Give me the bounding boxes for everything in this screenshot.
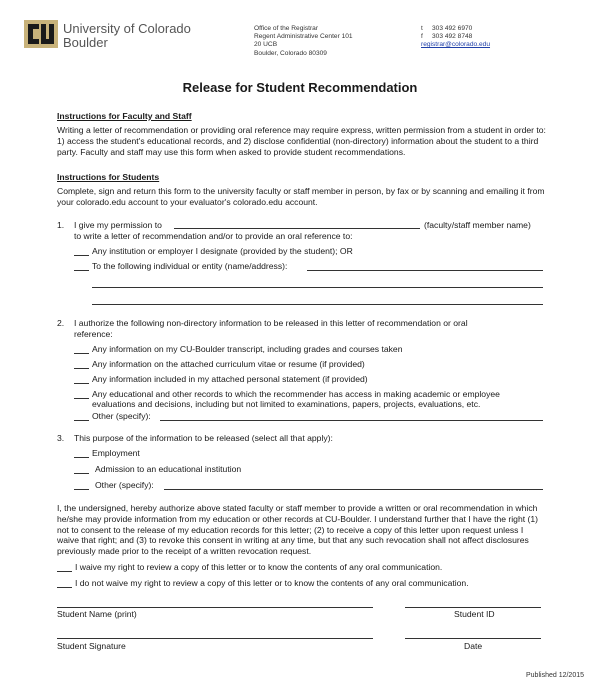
faculty-name-field[interactable] <box>174 228 420 229</box>
university-line1: University of Colorado <box>63 21 191 36</box>
registrar-address <box>254 25 353 58</box>
university-name <box>63 22 191 50</box>
item1-opt1: Any institution or employer I designate (provided by the student); OR <box>92 246 353 256</box>
item2-lead2: reference: <box>74 329 113 339</box>
item1-line2: to write a letter of recommendation and/or to provide an oral reference to: <box>74 231 353 241</box>
item1-lead: I give my permission to <box>74 220 162 230</box>
checkbox-records[interactable] <box>74 398 89 399</box>
address-line: Regent Administrative Center 101 <box>254 33 353 41</box>
checkbox-other-info[interactable] <box>74 420 89 421</box>
checkbox-cv[interactable] <box>74 368 89 369</box>
university-line2: Boulder <box>63 35 108 50</box>
phone-number: 303 492 6970 <box>432 25 473 32</box>
fax-number: 303 492 8748 <box>432 33 473 41</box>
item3-lead: This purpose of the information to be released (select all that apply): <box>74 433 333 443</box>
item1-opt2: To the following individual or entity (name/address): <box>92 261 288 271</box>
checkbox-employment[interactable] <box>74 457 89 458</box>
other-purpose-field[interactable] <box>164 489 543 490</box>
email-link[interactable]: registrar@colorado.edu <box>421 41 491 49</box>
student-id-field[interactable] <box>405 607 541 608</box>
item2-lead: I authorize the following non-directory information to be released in this letter of recommendation or oral <box>74 318 468 328</box>
student-heading: Instructions for Students <box>57 172 160 182</box>
item2-other: Other (specify): <box>92 411 151 421</box>
student-signature-field[interactable] <box>57 638 373 639</box>
checkbox-statement[interactable] <box>74 383 89 384</box>
student-id-label: Student ID <box>454 609 495 619</box>
cu-logo <box>24 20 58 48</box>
not-waive-text: I do not waive my right to review a copy of this letter or to know the contents of any oral communication. <box>75 578 469 588</box>
item3-opt: Employment <box>92 448 140 458</box>
other-info-field[interactable] <box>160 420 543 421</box>
item2-opt: Any educational and other records to which the recommender has access in making academic or employee <box>92 389 500 399</box>
checkbox-individual-entity[interactable] <box>74 270 89 271</box>
fax-label: f <box>421 33 423 41</box>
item-number: 2. <box>57 318 65 328</box>
address-line: Boulder, Colorado 80309 <box>254 49 327 57</box>
checkbox-waive[interactable] <box>57 571 72 572</box>
authorization-text: I, the undersigned, hereby authorize above stated faculty or staff member to provide a written or oral recommendation in which he/she may provide information from my education or other records at CU-Boulder. I understand further that I have the right (1) not to consent to the release of my education records for this letter; (2) to receive a copy of this letter upon request unless I waive that right; and (3) to revoke this consent in writing at any time, but that any such revocation shall not affect disclosures previously made prior to the receipt of a written revocation request. <box>57 503 539 557</box>
student-instructions: Complete, sign and return this form to the university faculty or staff member in person, by fax or by scanning and emailing it from your colorado.edu account to your evaluator's colorado.edu account. <box>57 186 545 207</box>
address-line: Office of the Registrar <box>254 25 319 32</box>
entity-name-field[interactable] <box>307 270 543 271</box>
item2-opt: Any information on the attached curriculum vitae or resume (if provided) <box>92 359 365 369</box>
item-number: 1. <box>57 220 65 230</box>
student-name-label: Student Name (print) <box>57 609 137 619</box>
phone-label: t <box>421 25 423 32</box>
item3-opt: Other (specify): <box>95 480 154 490</box>
item2-opt: Any information on my CU-Boulder transcript, including grades and courses taken <box>92 344 403 354</box>
item-number: 3. <box>57 433 65 443</box>
publication-date: Published 12/2015 <box>526 672 584 679</box>
student-signature-label: Student Signature <box>57 641 126 651</box>
checkbox-not-waive[interactable] <box>57 587 72 588</box>
student-name-field[interactable] <box>57 607 373 608</box>
entity-address-field[interactable] <box>92 304 543 305</box>
checkbox-admission[interactable] <box>74 473 89 474</box>
date-field[interactable] <box>405 638 541 639</box>
checkbox-transcript[interactable] <box>74 353 89 354</box>
checkbox-any-institution[interactable] <box>74 255 89 256</box>
checkbox-other-purpose[interactable] <box>74 489 89 490</box>
date-label: Date <box>464 641 483 651</box>
item1-after: (faculty/staff member name) <box>424 220 531 230</box>
address-line: 20 UCB <box>254 41 278 49</box>
faculty-instructions: Writing a letter of recommendation or providing oral reference may require express, written permission from a student in order to: 1) access the student's educational records, and 2) disclose confidential (non-directory) information about the student to a third party. Faculty and staff may use this form when asked to provide student recommendations. <box>57 125 546 157</box>
item3-opt: Admission to an educational institution <box>95 464 242 474</box>
faculty-heading: Instructions for Faculty and Staff <box>57 111 192 121</box>
item2-opt4-cont: evaluations and decisions, including but not limited to examinations, papers, projects, evaluations, etc. <box>92 399 481 409</box>
item2-opt: Any information included in my attached personal statement (if provided) <box>92 374 368 384</box>
entity-address-field[interactable] <box>92 287 543 288</box>
page-title: Release for Student Recommendation <box>182 80 418 95</box>
waive-text: I waive my right to review a copy of this letter or to know the contents of any oral communication. <box>75 562 443 572</box>
registrar-contact <box>421 25 490 50</box>
